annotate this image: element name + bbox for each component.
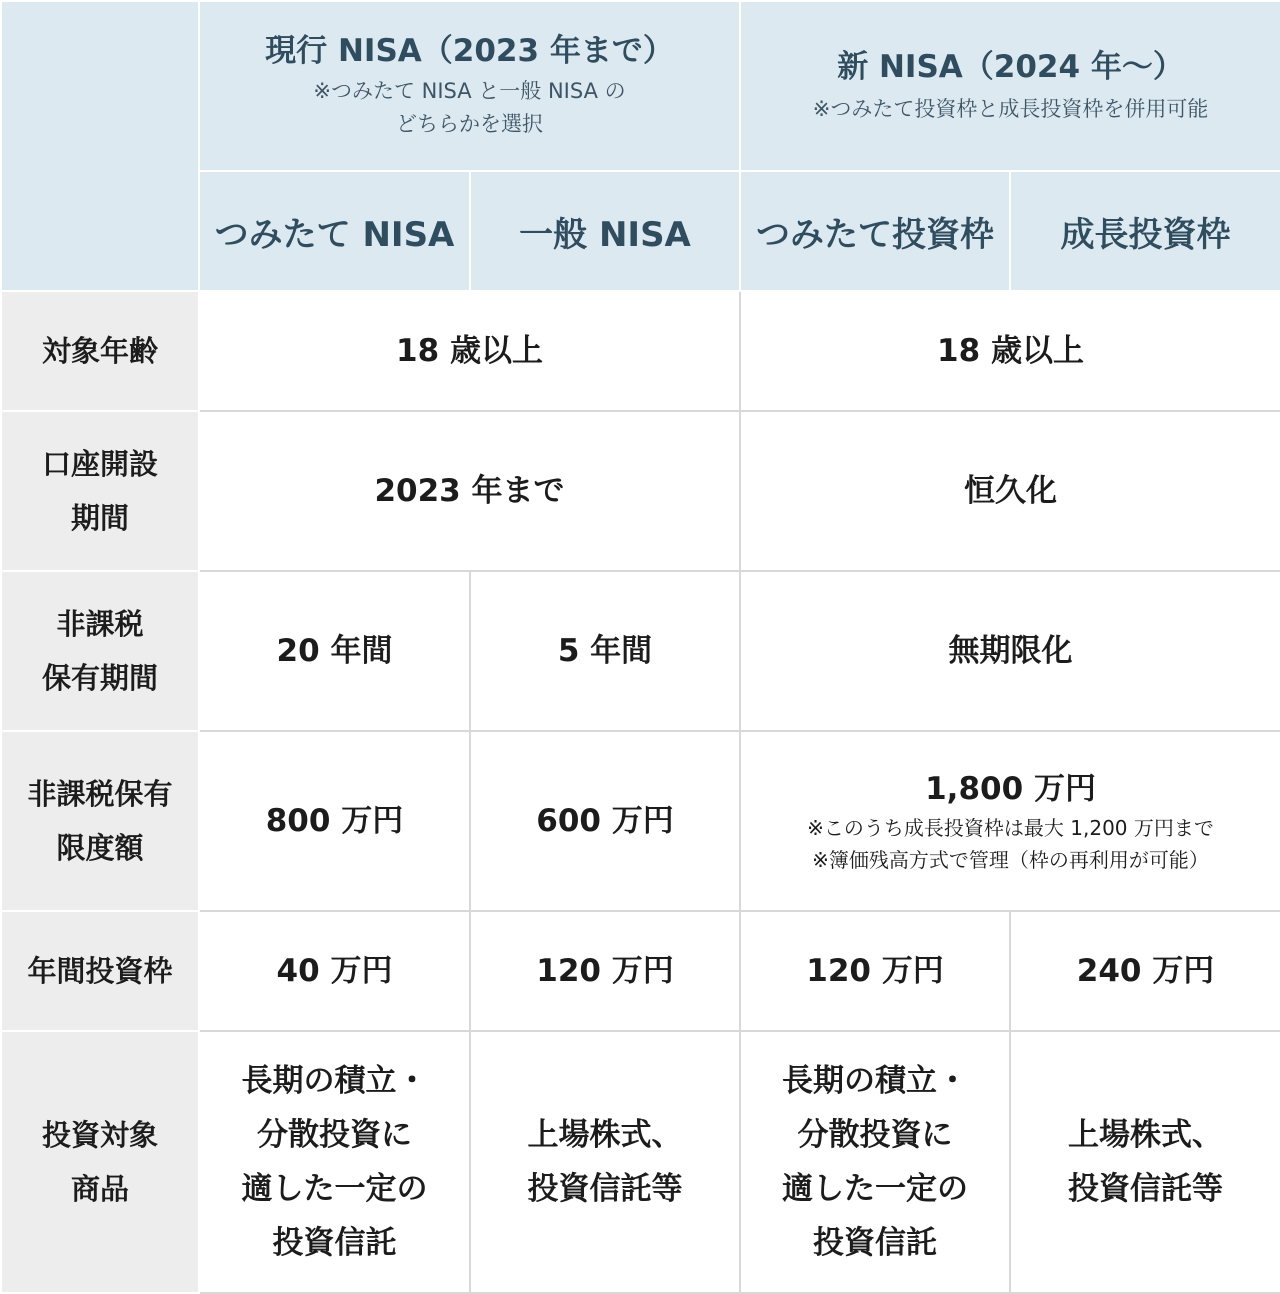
row-label-limit-line2: 限度額 xyxy=(56,831,144,865)
header-current-note-line1: ※つみたて NISA と一般 NISA の xyxy=(313,79,626,103)
cell-period-current: 2023 年まで xyxy=(199,411,740,571)
cell-period-new: 恒久化 xyxy=(740,411,1280,571)
cell-holding-new: 無期限化 xyxy=(740,571,1280,731)
subheader-tsumitate-frame: つみたて投資枠 xyxy=(740,171,1010,291)
cell-annual-general: 120 万円 xyxy=(470,911,740,1031)
products-tsumitate-line: 投資信託 xyxy=(272,1225,397,1261)
header-current-note-line2: どちらかを選択 xyxy=(396,112,543,136)
cell-limit-new-note1: ※このうち成長投資枠は最大 1,200 万円まで xyxy=(807,816,1214,840)
header-current-nisa xyxy=(199,1,740,171)
products-tsumitate-line: 分散投資に xyxy=(257,1117,412,1153)
row-label-holding-line1: 非課税 xyxy=(56,607,144,641)
cell-limit-general: 600 万円 xyxy=(470,731,740,911)
products-new-tsumitate-line: 長期の積立・ xyxy=(782,1063,969,1099)
products-general-line: 上場株式、 xyxy=(527,1117,683,1153)
cell-products-new-growth xyxy=(1010,1031,1280,1293)
products-new-growth-line: 投資信託等 xyxy=(1068,1171,1224,1207)
products-new-tsumitate-line: 適した一定の xyxy=(782,1171,969,1207)
cell-products-general xyxy=(470,1031,740,1293)
row-label-period xyxy=(1,411,199,571)
cell-products-tsumitate xyxy=(199,1031,470,1293)
header-new-title: 新 NISA（2024 年〜） xyxy=(837,48,1184,85)
row-label-limit xyxy=(1,731,199,911)
cell-age-current: 18 歳以上 xyxy=(199,291,740,411)
cell-annual-tsumitate: 40 万円 xyxy=(199,911,470,1031)
row-label-annual: 年間投資枠 xyxy=(1,911,199,1031)
row-label-holding-line2: 保有期間 xyxy=(41,661,158,695)
cell-limit-new-value: 1,800 万円 xyxy=(925,771,1096,807)
subheader-tsumitate-nisa: つみたて NISA xyxy=(199,171,470,291)
header-new-note: ※つみたて投資枠と成長投資枠を併用可能 xyxy=(812,96,1209,121)
cell-products-new-tsumitate xyxy=(740,1031,1010,1293)
cell-annual-new-tsumitate: 120 万円 xyxy=(740,911,1010,1031)
cell-holding-general: 5 年間 xyxy=(470,571,740,731)
products-tsumitate-line: 適した一定の xyxy=(241,1171,428,1207)
products-new-tsumitate-line: 分散投資に xyxy=(797,1117,953,1153)
row-label-period-line2: 期間 xyxy=(70,501,129,535)
corner-cell xyxy=(1,1,199,291)
products-new-growth-line: 上場株式、 xyxy=(1068,1117,1224,1153)
row-label-age: 対象年齢 xyxy=(1,291,199,411)
subheader-general-nisa: 一般 NISA xyxy=(470,171,740,291)
subheader-growth-frame: 成長投資枠 xyxy=(1010,171,1280,291)
header-current-title: 現行 NISA（2023 年まで） xyxy=(265,33,674,69)
cell-limit-tsumitate: 800 万円 xyxy=(199,731,470,911)
cell-holding-tsumitate: 20 年間 xyxy=(199,571,470,731)
products-tsumitate-line: 長期の積立・ xyxy=(241,1063,428,1099)
row-label-holding xyxy=(1,571,199,731)
row-label-products-line1: 投資対象 xyxy=(41,1118,158,1152)
cell-limit-new-note2: ※簿価残高方式で管理（枠の再利用が可能） xyxy=(812,848,1209,872)
row-label-products xyxy=(1,1031,199,1293)
cell-age-new: 18 歳以上 xyxy=(740,291,1280,411)
cell-annual-new-growth: 240 万円 xyxy=(1010,911,1280,1031)
header-new-nisa xyxy=(740,1,1280,171)
cell-limit-new xyxy=(740,731,1280,911)
products-general-line: 投資信託等 xyxy=(527,1171,683,1207)
products-new-tsumitate-line: 投資信託 xyxy=(813,1225,938,1261)
row-label-limit-line1: 非課税保有 xyxy=(27,777,173,811)
row-label-products-line2: 商品 xyxy=(70,1172,129,1206)
row-label-period-line1: 口座開設 xyxy=(41,447,158,481)
